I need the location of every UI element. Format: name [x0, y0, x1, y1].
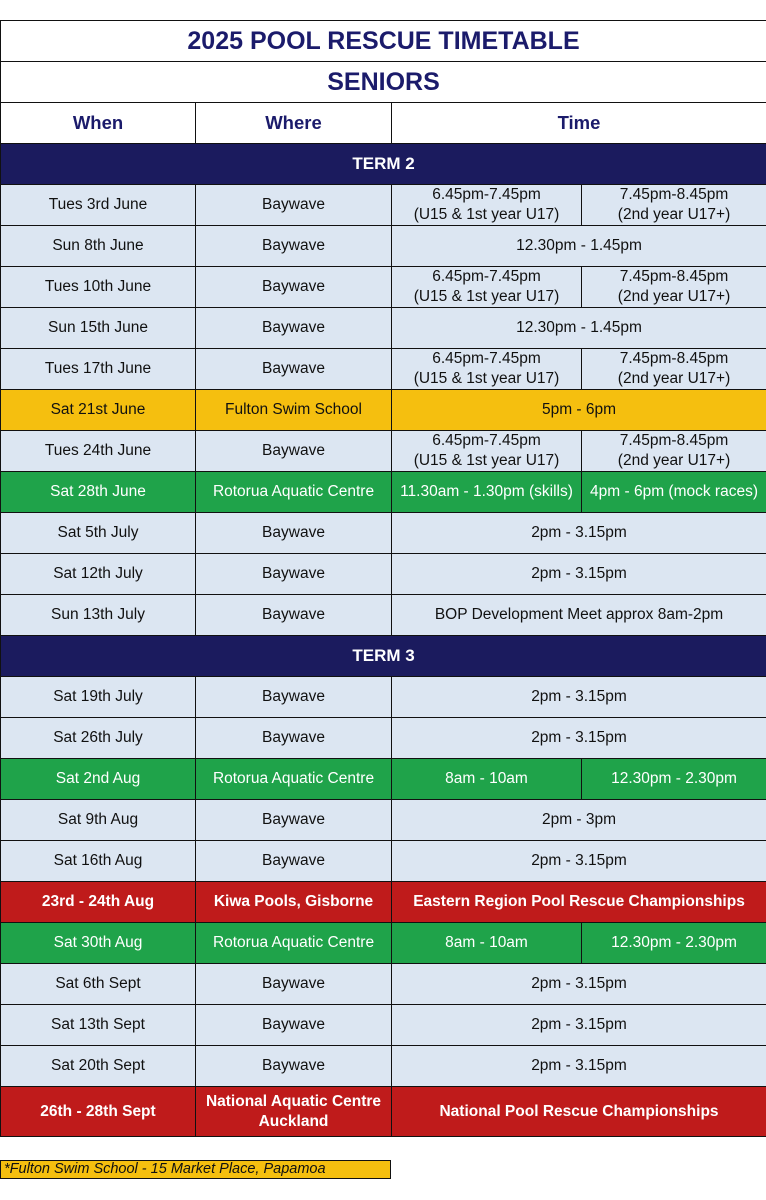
table-row [1, 431, 766, 472]
cell-time: Eastern Region Pool Rescue Championships [392, 882, 766, 923]
cell-time: 2pm - 3.15pm [392, 1046, 766, 1087]
table-row [1, 595, 766, 636]
cell-time-a: 6.45pm-7.45pm (U15 & 1st year U17) [392, 267, 582, 308]
cell-where: Rotorua Aquatic Centre [196, 923, 392, 964]
cell-time-a: 6.45pm-7.45pm (U15 & 1st year U17) [392, 185, 582, 226]
table-row [1, 964, 766, 1005]
term-2-label: TERM 2 [1, 144, 766, 185]
cell-time-b: 7.45pm-8.45pm (2nd year U17+) [582, 267, 766, 308]
timetable-table [0, 20, 766, 1137]
title-row [1, 21, 766, 62]
cell-time: 2pm - 3.15pm [392, 513, 766, 554]
table-row [1, 1005, 766, 1046]
cell-where: Rotorua Aquatic Centre [196, 759, 392, 800]
table-row [1, 759, 766, 800]
cell-time-a: 11.30am - 1.30pm (skills) [392, 472, 582, 513]
cell-time: 2pm - 3.15pm [392, 964, 766, 1005]
subtitle-row [1, 62, 766, 103]
cell-when: Sat 2nd Aug [1, 759, 196, 800]
cell-time-b: 7.45pm-8.45pm (2nd year U17+) [582, 431, 766, 472]
cell-where: Baywave [196, 800, 392, 841]
cell-when: Sun 8th June [1, 226, 196, 267]
table-row [1, 1087, 766, 1137]
cell-when: Sat 30th Aug [1, 923, 196, 964]
cell-time-a: 8am - 10am [392, 923, 582, 964]
table-row [1, 308, 766, 349]
cell-when: Tues 10th June [1, 267, 196, 308]
cell-when: Sun 13th July [1, 595, 196, 636]
cell-where: Fulton Swim School [196, 390, 392, 431]
term-row [1, 144, 766, 185]
header-time: Time [392, 103, 766, 144]
cell-where: Baywave [196, 554, 392, 595]
header-where: Where [196, 103, 392, 144]
cell-where: Baywave [196, 677, 392, 718]
cell-time: 12.30pm - 1.45pm [392, 226, 766, 267]
cell-time-b: 7.45pm-8.45pm (2nd year U17+) [582, 185, 766, 226]
cell-where: Kiwa Pools, Gisborne [196, 882, 392, 923]
cell-time-b: 12.30pm - 2.30pm [582, 759, 766, 800]
cell-when: Sat 21st June [1, 390, 196, 431]
cell-where: National Aquatic Centre Auckland [196, 1087, 392, 1137]
cell-where: Baywave [196, 718, 392, 759]
cell-time: 5pm - 6pm [392, 390, 766, 431]
table-row [1, 677, 766, 718]
cell-where: Baywave [196, 1005, 392, 1046]
cell-where: Baywave [196, 349, 392, 390]
cell-time: 2pm - 3.15pm [392, 554, 766, 595]
cell-when: Tues 17th June [1, 349, 196, 390]
page-title: 2025 POOL RESCUE TIMETABLE [1, 21, 766, 62]
cell-when: Sat 19th July [1, 677, 196, 718]
table-row [1, 1046, 766, 1087]
table-row [1, 513, 766, 554]
cell-where: Baywave [196, 308, 392, 349]
cell-where: Baywave [196, 226, 392, 267]
footnote: *Fulton Swim School - 15 Market Place, Papamoa [0, 1160, 391, 1179]
header-row [1, 103, 766, 144]
cell-when: Sat 6th Sept [1, 964, 196, 1005]
page-subtitle: SENIORS [1, 62, 766, 103]
table-row [1, 267, 766, 308]
table-row [1, 841, 766, 882]
cell-time: 2pm - 3pm [392, 800, 766, 841]
cell-where: Baywave [196, 431, 392, 472]
table-row [1, 554, 766, 595]
cell-when: Sat 13th Sept [1, 1005, 196, 1046]
cell-when: 23rd - 24th Aug [1, 882, 196, 923]
cell-time: BOP Development Meet approx 8am-2pm [392, 595, 766, 636]
cell-when: Sat 28th June [1, 472, 196, 513]
cell-when: Sat 12th July [1, 554, 196, 595]
cell-time: 2pm - 3.15pm [392, 1005, 766, 1046]
cell-when: Tues 3rd June [1, 185, 196, 226]
cell-when: Sat 16th Aug [1, 841, 196, 882]
cell-time-a: 8am - 10am [392, 759, 582, 800]
cell-where: Baywave [196, 185, 392, 226]
cell-time: National Pool Rescue Championships [392, 1087, 766, 1137]
table-row [1, 800, 766, 841]
cell-when: Sat 20th Sept [1, 1046, 196, 1087]
cell-time: 2pm - 3.15pm [392, 841, 766, 882]
cell-when: Sat 26th July [1, 718, 196, 759]
cell-when: Sat 9th Aug [1, 800, 196, 841]
cell-when: Sat 5th July [1, 513, 196, 554]
cell-when: Sun 15th June [1, 308, 196, 349]
cell-where: Baywave [196, 513, 392, 554]
cell-time: 2pm - 3.15pm [392, 718, 766, 759]
cell-when: 26th - 28th Sept [1, 1087, 196, 1137]
cell-time-a: 6.45pm-7.45pm (U15 & 1st year U17) [392, 431, 582, 472]
cell-where: Baywave [196, 964, 392, 1005]
cell-when: Tues 24th June [1, 431, 196, 472]
cell-where: Baywave [196, 1046, 392, 1087]
term-3-label: TERM 3 [1, 636, 766, 677]
table-row [1, 390, 766, 431]
table-row [1, 349, 766, 390]
table-row [1, 472, 766, 513]
cell-where: Baywave [196, 595, 392, 636]
table-row [1, 882, 766, 923]
term-row [1, 636, 766, 677]
cell-time-b: 12.30pm - 2.30pm [582, 923, 766, 964]
cell-time-b: 4pm - 6pm (mock races) [582, 472, 766, 513]
cell-where: Rotorua Aquatic Centre [196, 472, 392, 513]
cell-time-b: 7.45pm-8.45pm (2nd year U17+) [582, 349, 766, 390]
cell-time: 2pm - 3.15pm [392, 677, 766, 718]
cell-time-a: 6.45pm-7.45pm (U15 & 1st year U17) [392, 349, 582, 390]
cell-where: Baywave [196, 267, 392, 308]
table-row [1, 226, 766, 267]
cell-where: Baywave [196, 841, 392, 882]
table-row [1, 185, 766, 226]
cell-time: 12.30pm - 1.45pm [392, 308, 766, 349]
header-when: When [1, 103, 196, 144]
timetable [0, 20, 766, 1137]
table-row [1, 718, 766, 759]
table-row [1, 923, 766, 964]
